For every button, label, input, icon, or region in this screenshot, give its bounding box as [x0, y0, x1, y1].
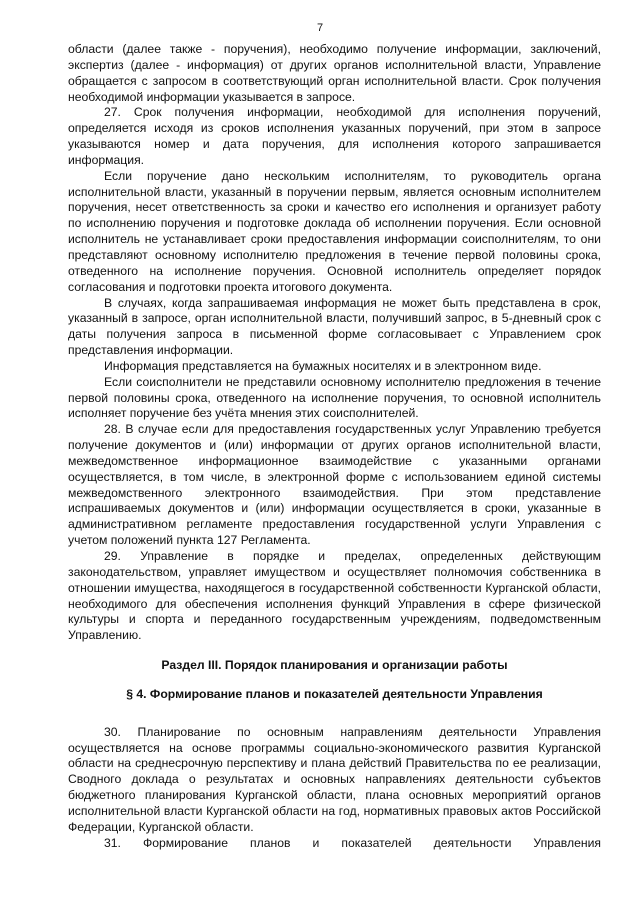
subsection-heading: § 4. Формирование планов и показателей деятельности Управления	[126, 686, 543, 701]
paragraph-co-executors: Если соисполнители не представили основному исполнителю предложения в течение первой половины срока, отведенного на исполнение поручения, то основной исполнитель исполняет поручение без учёта мнения этих соисполнителей.	[68, 374, 601, 421]
paragraph-31: 31. Формирование планов и показателей деятельности Управления	[104, 835, 601, 850]
paragraph-main-executor: Если поручение дано нескольким исполнителям, то руководитель органа исполнительной власти, указанный в поручении первым, является основным исполнителем поручения, несет ответственность за сроки и качество его исполнения и организует работу по исполнению поручения и подготовке доклада об исполнении поручения. Если основной исполнитель не устанавливает сроки предоставления информации соисполнителям, то они представляют основному исполнителю предложения в течение первой половины срока, отведенного на исполнение поручения. Основной исполнитель определяет порядок согласования и подготовки проекта итогового документа.	[68, 168, 601, 294]
paragraph-continuation: области (далее также - поручения), необходимо получение информации, заключений, экспертиз (далее - информация) от других органов исполнительной власти, Управление обращается с запросом в соответствующий орган исполнительной власти. Срок получения необходимой информации указывается в запросе.	[68, 42, 601, 104]
paragraph-28: 28. В случае если для предоставления государственных услуг Управлению требуется получение документов и (или) информации от других органов исполнительной власти, межведомственное информационное взаимодействие с указанными органами осуществляется, в том числе, в электронной форме с использованием единой системы межведомственного электронного взаимодействия. При этом представление испрашиваемых документов и (или) информации осуществляется в сроки, указанные в административном регламенте предоставления государственной услуги Управления с учетом положений пункта 127 Регламента.	[68, 422, 601, 548]
paragraph-27: 27. Срок получения информации, необходимой для исполнения поручений, определяется исходя из сроков исполнения указанных поручений, при этом в запросе указываются номер и дата поручения, для исполнения которого запрашивается информация.	[68, 105, 601, 167]
page-number: 7	[316, 22, 324, 34]
paragraph-29: 29. Управление в порядке и пределах, определенных действующим законодательством, управляет имуществом и осуществляет полномочия собственника в отношении имущества, находящегося в государственной собственности Курганской области, необходимого для обеспечения исполнения функций Управления в сфере физической культуры и спорта и переданного государственным учреждениям, подведомственным Управлению.	[68, 549, 601, 643]
document-body	[68, 42, 601, 852]
section-heading: Раздел III. Порядок планирования и организации работы	[161, 658, 508, 673]
paragraph-info-format: Информация представляется на бумажных носителях и в электронном виде.	[104, 358, 542, 373]
paragraph-30: 30. Планирование по основным направлениям деятельности Управления осуществляется на основе программы социально-экономического развития Курганской области на среднесрочную перспективу и плана действий Правительства по ее реализации, Сводного доклада о результатах и основных направлениях деятельности субъектов бюджетного планирования Курганской области, плана основных мероприятий органов исполнительной власти Курганской области на год, нормативных правовых актов Российской Федерации, Курганской области.	[68, 724, 601, 834]
paragraph-deadline-agreement: В случаях, когда запрашиваемая информация не может быть представлена в срок, указанный в запросе, орган исполнительной власти, получивший запрос, в 5-дневный срок с даты получения запроса в письменной форме согласовывает с Управлением срок представления информации.	[68, 295, 601, 358]
